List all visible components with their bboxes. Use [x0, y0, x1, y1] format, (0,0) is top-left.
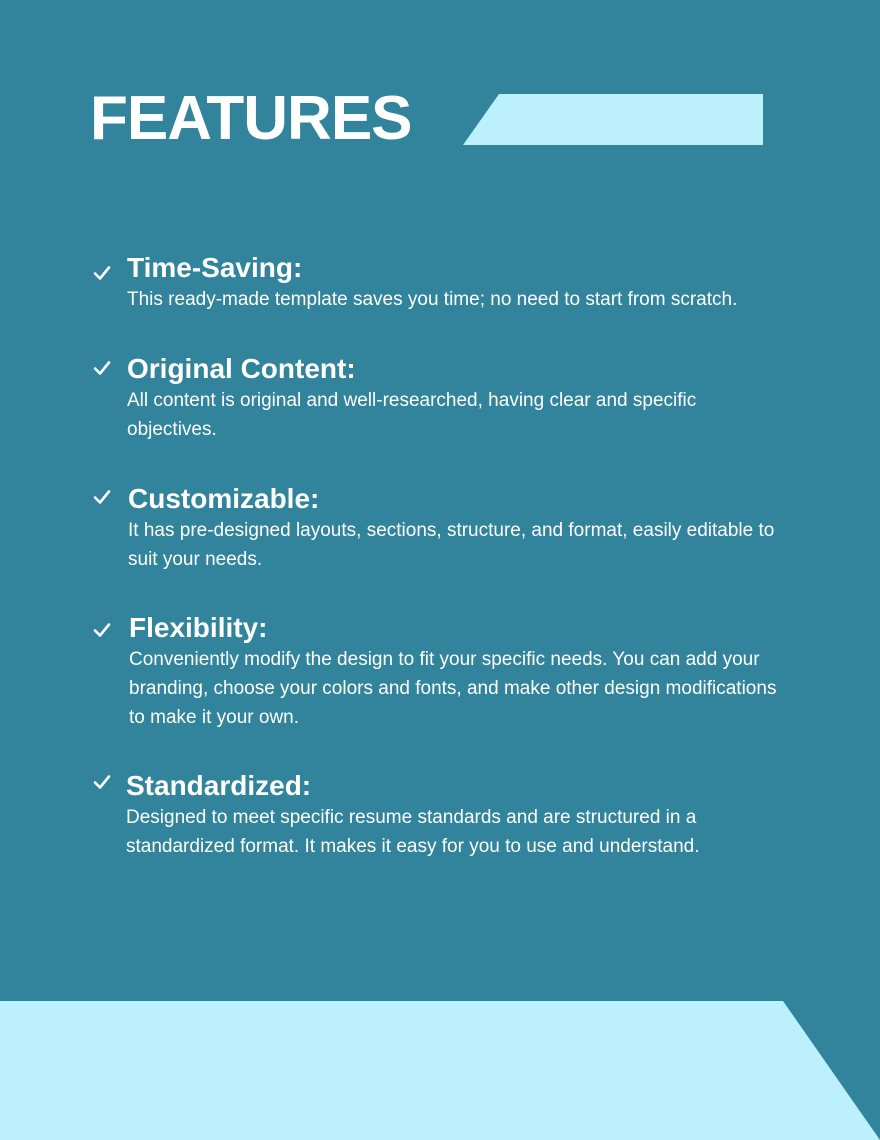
check-icon: [93, 621, 111, 639]
feature-description: This ready-made template saves you time; no need to start from scratch.: [127, 289, 738, 310]
feature-title: Original Content:: [127, 353, 356, 384]
feature-description: Conveniently modify the design to fit your specific needs. You can add your branding, choose your colors and fonts, and make other design modifications to make it your own.: [129, 649, 777, 728]
check-icon: [93, 773, 111, 791]
page-title: FEATURES: [90, 84, 412, 153]
feature-title: Time-Saving:: [127, 252, 303, 283]
feature-description: Designed to meet specific resume standards and are structured in a standardized format. It makes it easy for you to use and understand.: [126, 807, 700, 857]
feature-description: All content is original and well-researched, having clear and specific objectives.: [127, 390, 697, 440]
check-icon: [93, 488, 111, 506]
footer-accent-shape: [0, 1001, 880, 1140]
header-accent-shape: [463, 94, 763, 145]
check-icon: [93, 359, 111, 377]
feature-title: Standardized:: [126, 770, 312, 801]
check-icon: [93, 264, 111, 282]
feature-title: Customizable:: [128, 483, 320, 514]
feature-description: It has pre-designed layouts, sections, structure, and format, easily editable to suit your needs.: [128, 520, 775, 570]
feature-title: Flexibility:: [129, 612, 268, 643]
